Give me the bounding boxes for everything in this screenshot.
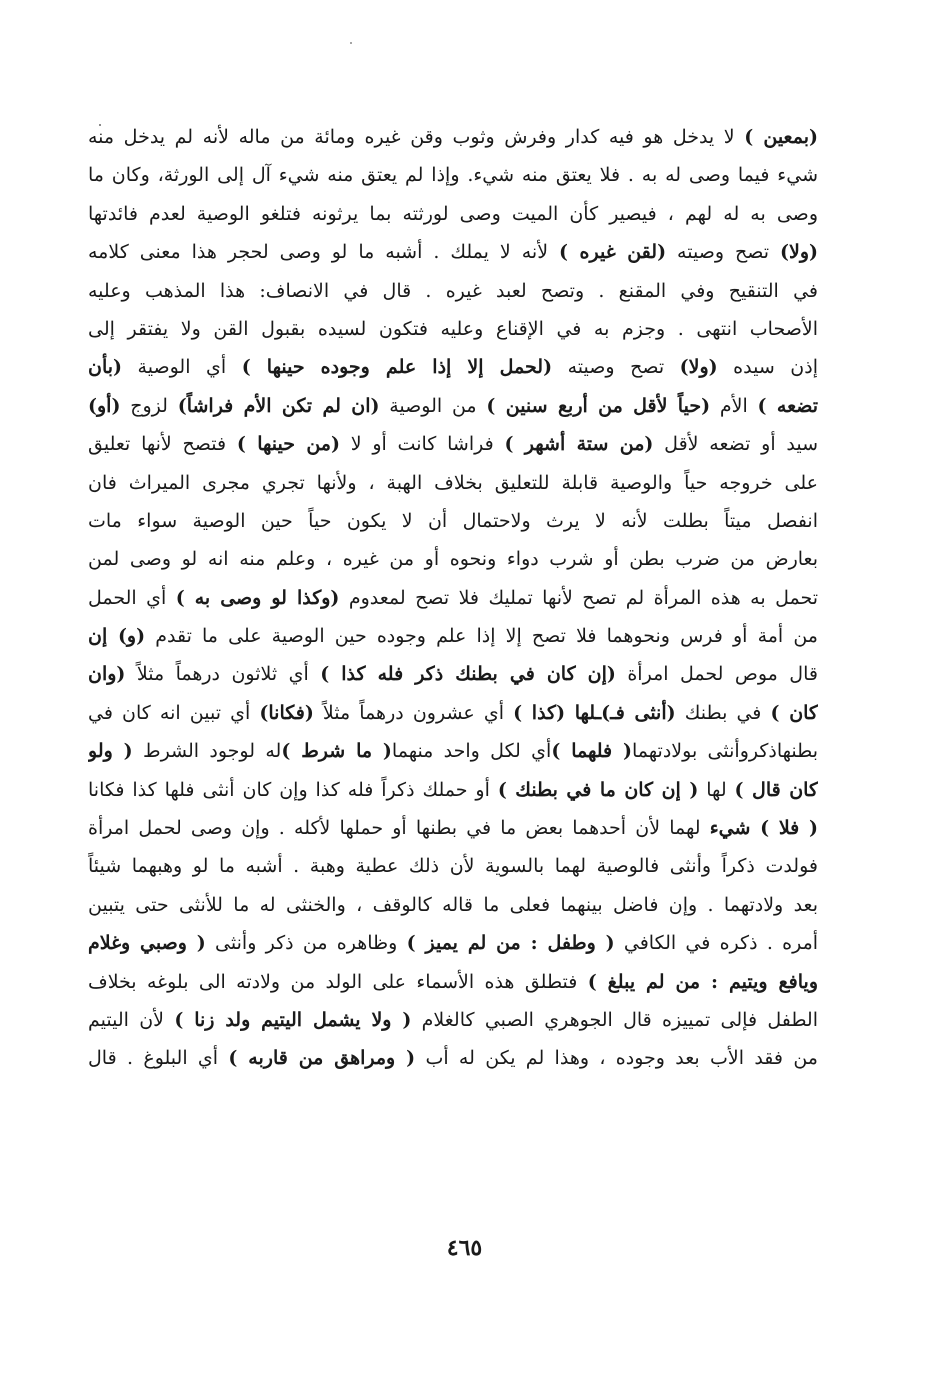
bold-matn-text: (أنثى فـ)ـلها (كذا )	[513, 701, 676, 724]
bold-matn-text: ( ولو	[88, 740, 133, 763]
commentary-text: تصح وصيته	[552, 356, 680, 379]
bold-matn-text: ( وصبي وغلام	[88, 932, 206, 955]
bold-matn-text: (بمعين )	[744, 126, 818, 148]
text-line	[88, 195, 818, 233]
commentary-text: له لوجود الشرط	[132, 740, 282, 763]
bold-matn-text: كان قال )	[734, 778, 818, 801]
commentary-text: أي الوصية	[122, 356, 242, 379]
commentary-text: على خروجه حياً والوصية قابلة للتعليق بخلاف الهبة ، ولأنها تجري مجرى الميراث فان	[88, 471, 818, 494]
commentary-text: أي عشرون درهماً مثلاً	[313, 701, 514, 724]
commentary-text: الطفل فإلى تمييزه قال الجوهري الصبي كالغلام	[411, 1008, 818, 1031]
commentary-text: قال موص لحمل امرأة	[615, 663, 818, 686]
bold-matn-text: ( ما شرط )	[281, 740, 392, 763]
commentary-text: وصى به له لهم ، فيصير كأن الميت وصى لورثته بما يرثونه فتلغو الوصية لعدم فائدتها	[88, 202, 818, 225]
text-line	[88, 156, 818, 194]
commentary-text: الأم	[710, 394, 758, 417]
bold-matn-text: (من ستة أشهر )	[504, 433, 654, 456]
bold-matn-text: (من حينها )	[236, 433, 340, 456]
text-line	[88, 387, 818, 425]
commentary-text: من أمة أو فرس ونحوهما فلا تصح إلا إذا علم وجوده حين الوصية على ما تقدم	[145, 625, 818, 648]
bold-matn-text: كان )	[770, 701, 818, 724]
commentary-text: فتصح لأنها تعليق	[88, 433, 237, 456]
commentary-text: فراشا كانت أو لا	[339, 433, 505, 456]
text-line	[88, 579, 818, 617]
bold-matn-text: ( فلا ) شيء	[709, 817, 818, 840]
commentary-text: في بطنك	[675, 701, 771, 724]
commentary-text: أو حملك ذكراً فله كذا وإن كان أنثى فلها كذا فكانا	[88, 778, 498, 801]
text-line	[88, 655, 818, 693]
text-line	[88, 694, 818, 732]
text-line	[88, 310, 818, 348]
commentary-text: بعد ولادتهما . وإن فاضل بينهما فعلى ما قاله كالوقف ، والخنثى له ما للأنثى حتى يتبين	[88, 893, 818, 916]
bold-matn-text: (ولا)	[679, 356, 718, 379]
text-line	[88, 502, 818, 540]
commentary-text: أي ثلاثون درهماً مثلاً	[125, 663, 321, 686]
text-line	[88, 464, 818, 502]
bold-matn-text: (وان	[88, 663, 126, 686]
commentary-text: شيء فيما وصى له به . فلا يعتق منه شيء. وإذا لم يعتق منه شيء آل إلى الورثة، وكان ما	[88, 164, 818, 187]
scan-speck	[350, 42, 352, 44]
page-number: ٤٦٥	[446, 1235, 483, 1261]
bold-matn-text: ( ولا يشمل اليتيم ولد زنا )	[174, 1008, 412, 1031]
commentary-text: أي الحمل	[88, 586, 176, 609]
text-line	[88, 771, 818, 809]
bold-matn-text: ( وطفل : من لم يميز )	[406, 932, 615, 955]
commentary-text: من فقد الأب بعد وجوده ، وهذا لم يكن له أب	[415, 1047, 818, 1070]
commentary-text: تصح وصيته	[666, 241, 780, 264]
bold-matn-text: ( فلهما )	[551, 740, 633, 763]
bold-matn-text: (ان لم تكن الأم فراشاً)	[177, 394, 380, 417]
bold-matn-text: (ولا)	[780, 241, 818, 264]
commentary-text: تحمل به هذه المرأة لم تصح لأنها تمليك فلا تصح لمعدوم	[339, 586, 818, 609]
commentary-text: لها	[698, 778, 735, 801]
text-line	[88, 540, 818, 578]
commentary-text: أي لكل واحد منهما	[391, 740, 552, 763]
commentary-text: بطنهاذكروأنثى بولادتهما	[632, 740, 818, 763]
commentary-text: انفصل ميتاً بطلت لأنه لا يرث ولاحتمال أن لا يكون حياً حين الوصية سواء مات	[88, 509, 818, 532]
commentary-text: في التنقيح وفي المقنع . وتصح لعبد غيره . قال في الانصاف: هذا المذهب وعليه	[88, 279, 818, 302]
commentary-text: أي تبين انه كان في	[88, 701, 260, 724]
text-line	[88, 924, 818, 962]
bold-matn-text: (فكانا)	[259, 701, 314, 724]
bold-matn-text: (بأن	[88, 356, 123, 379]
text-line	[88, 809, 818, 847]
text-line	[88, 1001, 818, 1039]
commentary-text: من الوصية	[379, 394, 487, 417]
text-line	[88, 1039, 818, 1077]
bold-matn-text: ( ومراهق من قاربه )	[228, 1047, 416, 1070]
commentary-text: أي البلوغ . قال	[88, 1047, 229, 1070]
text-line	[88, 272, 818, 310]
bold-matn-text: (لحمل إلا إذا علم وجوده حينها )	[241, 356, 553, 379]
commentary-text: سيد أو تضعه لأقل	[653, 433, 818, 456]
commentary-text: لهما لأن أحدهما بعض ما في بطنها أو حملها لأكله . وإن وصى لحمل امرأة	[88, 817, 710, 840]
text-line	[88, 348, 818, 386]
text-line	[88, 425, 818, 463]
bold-matn-text: ويافع ويتيم : من لم يبلغ )	[587, 970, 818, 993]
text-line	[88, 233, 818, 271]
bold-matn-text: (إن كان في بطنك ذكر فله كذا )	[320, 663, 616, 686]
commentary-text: لأن اليتيم	[88, 1008, 175, 1031]
commentary-text: لأنه لا يملك . أشبه ما لو وصى لحجر هذا معنى كلامه	[88, 241, 560, 264]
commentary-text: وظاهره من ذكر وأنثى	[205, 932, 407, 955]
commentary-text: بعارض من ضرب بطن أو شرب دواء ونحوه أو من غيره ، وعلم منه انه لو وصى لمن	[88, 548, 818, 571]
text-line	[88, 847, 818, 885]
bold-matn-text: (أو)	[88, 394, 121, 417]
text-line	[88, 617, 818, 655]
commentary-text: لا يدخل هو فيه كدار وفرش وثوب وقن غيره ومائة من ماله لأنه لم يدخل منه	[88, 126, 745, 148]
text-line	[88, 963, 818, 1001]
bold-matn-text: (وكذا لو وصى به )	[175, 586, 340, 609]
bold-matn-text: ( إن كان ما في بطنك )	[497, 778, 699, 801]
bold-matn-text: (لقن غيره )	[559, 241, 667, 264]
commentary-text: لزوج	[120, 394, 178, 417]
text-line	[88, 732, 818, 770]
commentary-text: الأصحاب انتهى . وجزم به في الإقناع وعليه فتكون لسيده بقبول القن ولا يفتقر إلى	[88, 317, 818, 340]
commentary-text: أمره . ذكره في الكافي	[614, 932, 818, 955]
commentary-text: فتطلق هذه الأسماء على الولد من ولادته الى بلوغه بخلاف	[88, 970, 588, 993]
body-text	[88, 118, 818, 1078]
text-line	[88, 886, 818, 924]
commentary-text: فولدت ذكراً وأنثى فالوصية لهما بالسوية لأن ذلك عطية وهبة . أشبه ما لو وهبهما شيئاً	[88, 855, 818, 878]
commentary-text: إذن سيده	[717, 356, 818, 379]
bold-matn-text: (حياً لأقل من أربع سنين )	[486, 394, 711, 417]
bold-matn-text: (و) إن	[88, 625, 146, 648]
text-line	[88, 118, 818, 156]
bold-matn-text: تضعه )	[757, 394, 818, 417]
